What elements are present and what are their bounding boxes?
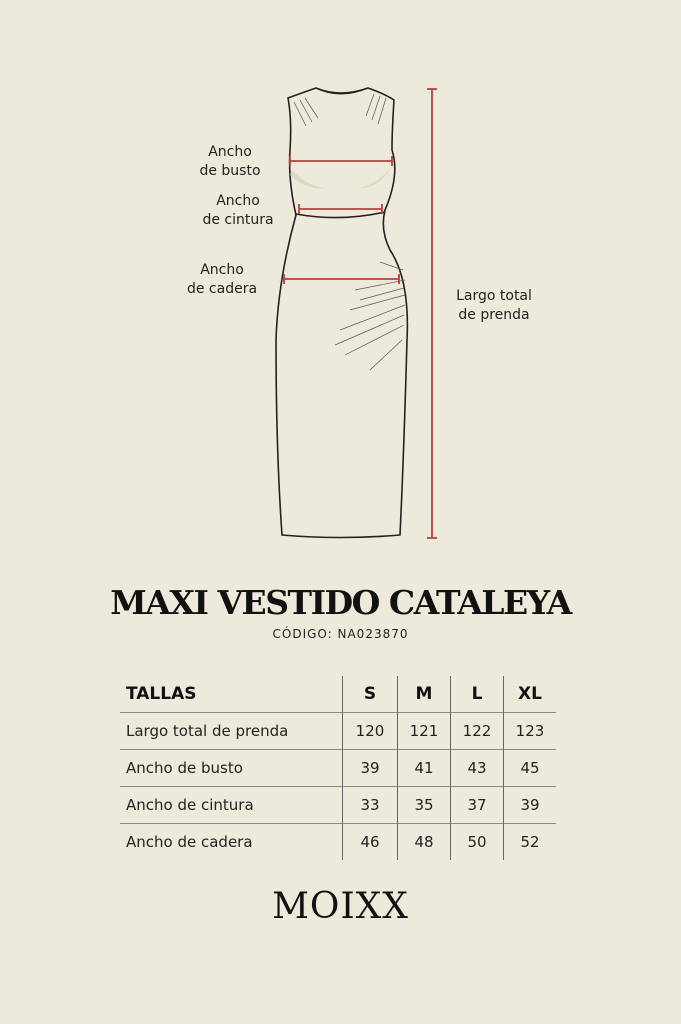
cell: 121 bbox=[398, 713, 451, 750]
cell: 41 bbox=[398, 750, 451, 787]
row-label: Ancho de cadera bbox=[120, 824, 343, 861]
label-line: de cadera bbox=[186, 281, 258, 297]
header-cell: M bbox=[398, 676, 451, 713]
header-cell: XL bbox=[504, 676, 557, 713]
table-row bbox=[120, 787, 556, 824]
bust-label bbox=[190, 143, 270, 181]
waist-label bbox=[190, 192, 286, 230]
dress-outline bbox=[276, 88, 407, 538]
brand-logo: MOIXX bbox=[272, 886, 409, 927]
label-line: de busto bbox=[199, 163, 261, 179]
cell: 122 bbox=[451, 713, 504, 750]
row-label: Ancho de busto bbox=[120, 750, 343, 787]
label-line: de cintura bbox=[202, 212, 274, 228]
cell: 52 bbox=[504, 824, 557, 861]
header-cell: S bbox=[343, 676, 398, 713]
cell: 123 bbox=[504, 713, 557, 750]
table-row bbox=[120, 824, 556, 861]
table-header bbox=[120, 676, 556, 713]
cell: 45 bbox=[504, 750, 557, 787]
table-row bbox=[120, 750, 556, 787]
label-line: Ancho bbox=[216, 193, 260, 209]
cell: 39 bbox=[343, 750, 398, 787]
product-title: MAXI VESTIDO CATALEYA bbox=[110, 583, 571, 622]
header-cell: L bbox=[451, 676, 504, 713]
row-label: Ancho de cintura bbox=[120, 787, 343, 824]
cell: 33 bbox=[343, 787, 398, 824]
cell: 120 bbox=[343, 713, 398, 750]
cell: 50 bbox=[451, 824, 504, 861]
table-row bbox=[120, 713, 556, 750]
label-line: Ancho bbox=[208, 144, 252, 160]
measure-lines bbox=[284, 89, 437, 538]
cell: 43 bbox=[451, 750, 504, 787]
cell: 48 bbox=[398, 824, 451, 861]
row-label: Largo total de prenda bbox=[120, 713, 343, 750]
hip-label bbox=[178, 261, 266, 299]
header-cell: TALLAS bbox=[126, 684, 197, 704]
label-line: de prenda bbox=[458, 307, 530, 323]
product-code: CÓDIGO: NA023870 bbox=[272, 627, 409, 641]
label-line: Largo total bbox=[456, 288, 532, 304]
length-label bbox=[446, 287, 542, 325]
cell: 37 bbox=[451, 787, 504, 824]
label-line: Ancho bbox=[200, 262, 244, 278]
size-table bbox=[120, 676, 556, 860]
cell: 35 bbox=[398, 787, 451, 824]
cell: 46 bbox=[343, 824, 398, 861]
cell: 39 bbox=[504, 787, 557, 824]
